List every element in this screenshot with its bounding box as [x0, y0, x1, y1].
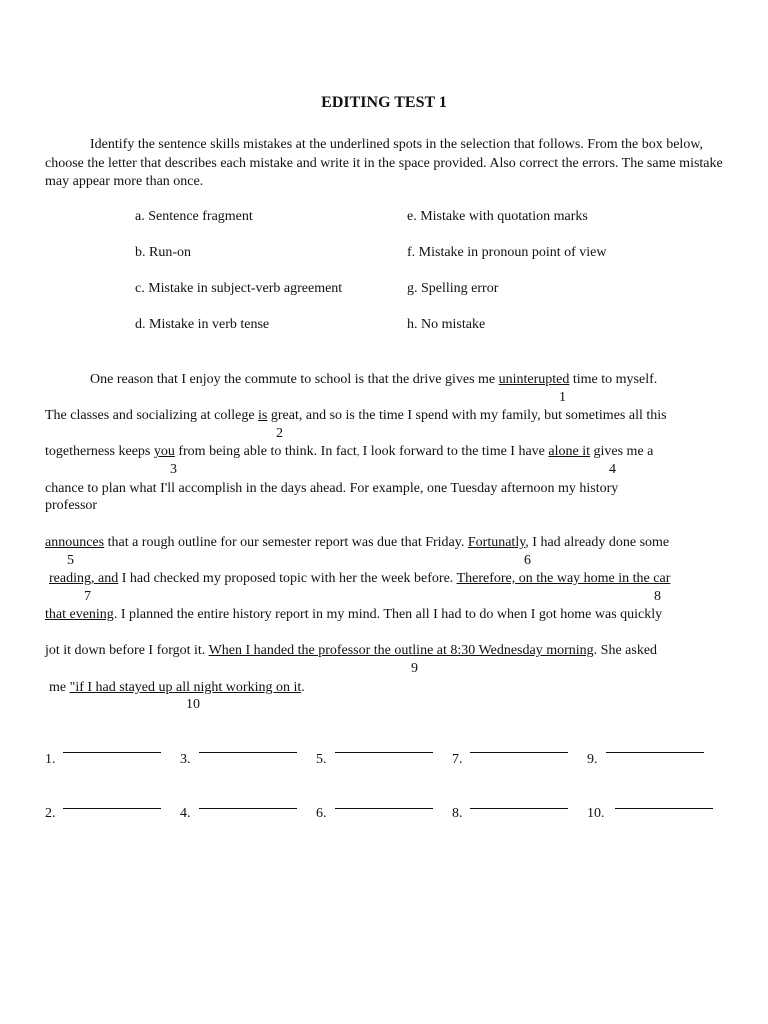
- answer-blank-10[interactable]: [615, 808, 713, 809]
- underlined-error-1: uninterupted: [498, 372, 570, 387]
- answer-label-3: 3.: [180, 752, 191, 767]
- passage-line-9: jot it down before I forgot it. When I handed the professor the outline at 8:30 Wednesday morning. She asked: [45, 643, 658, 658]
- passage-line-3: togetherness keeps you from being able to think. In fact, I look forward to the time I have alone it gives me a: [45, 444, 654, 459]
- option-e: e. Mistake with quotation marks: [407, 209, 588, 224]
- answer-label-7: 7.: [452, 752, 463, 767]
- answer-blank-3[interactable]: [199, 752, 297, 753]
- error-marker-9: 9: [411, 661, 418, 676]
- passage-line-1: One reason that I enjoy the commute to school is that the drive gives me uninterupted time to myself.: [90, 372, 658, 387]
- underlined-error-5: announces: [45, 535, 105, 550]
- error-marker-2: 2: [276, 426, 283, 441]
- answer-label-10: 10.: [587, 806, 605, 821]
- error-marker-10: 10: [186, 697, 200, 712]
- answer-label-5: 5.: [316, 752, 327, 767]
- underlined-error-7: reading, and: [49, 571, 119, 586]
- underlined-error-4: alone it: [548, 444, 590, 459]
- passage-line-10: me "if I had stayed up all night working on it.: [49, 680, 305, 695]
- option-f: f. Mistake in pronoun point of view: [407, 245, 607, 260]
- passage-line-7: reading, and I had checked my proposed topic with her the week before. Therefore, on the way home in the car: [49, 571, 671, 586]
- underlined-error-10: "if I had stayed up all night working on it: [69, 680, 302, 695]
- answer-blank-7[interactable]: [470, 752, 568, 753]
- error-marker-8: 8: [654, 589, 661, 604]
- page-title: EDITING TEST 1: [321, 94, 447, 111]
- answer-label-6: 6.: [316, 806, 327, 821]
- answer-label-8: 8.: [452, 806, 463, 821]
- option-c: c. Mistake in subject-verb agreement: [135, 281, 343, 296]
- answer-blank-2[interactable]: [63, 808, 161, 809]
- answer-label-9: 9.: [587, 752, 598, 767]
- answer-label-4: 4.: [180, 806, 191, 821]
- answer-blank-5[interactable]: [335, 752, 433, 753]
- passage-line-8: that evening. I planned the entire history report in my mind. Then all I had to do when I got home was quickly: [45, 607, 663, 622]
- answer-blank-8[interactable]: [470, 808, 568, 809]
- error-marker-3: 3: [170, 462, 177, 477]
- option-h: h. No mistake: [407, 317, 486, 332]
- answer-blank-4[interactable]: [199, 808, 297, 809]
- answer-label-1: 1.: [45, 752, 56, 767]
- passage-line-5: professor: [45, 498, 98, 513]
- option-d: d. Mistake in verb tense: [135, 317, 270, 332]
- error-marker-5: 5: [67, 553, 74, 568]
- option-g: g. Spelling error: [407, 281, 499, 296]
- answer-blank-6[interactable]: [335, 808, 433, 809]
- error-marker-7: 7: [84, 589, 91, 604]
- passage-line-4: chance to plan what I'll accomplish in the days ahead. For example, one Tuesday afternoon my history: [45, 481, 619, 496]
- error-marker-6: 6: [524, 553, 531, 568]
- instructions-text: Identify the sentence skills mistakes at the underlined spots in the selection that follows. From the box below, choose the letter that describes each mistake and write it in the space provided. Also correct the errors. The same mistake may appear more than once.: [45, 137, 723, 189]
- underlined-error-6: Fortunatly: [467, 535, 526, 550]
- option-a: a. Sentence fragment: [135, 209, 253, 224]
- answer-blank-1[interactable]: [63, 752, 161, 753]
- error-marker-1: 1: [559, 390, 566, 405]
- underlined-error-8-cont: that evening: [45, 607, 114, 622]
- instructions-paragraph: [45, 136, 725, 192]
- option-b: b. Run-on: [135, 245, 191, 260]
- underlined-error-9: When I handed the professor the outline at 8:30 Wednesday morning: [208, 643, 594, 658]
- passage-line-6: announces that a rough outline for our semester report was due that Friday. Fortunatly, I had already done some: [45, 535, 670, 550]
- passage-line-2: The classes and socializing at college is great, and so is the time I spend with my family, but sometimes all this: [45, 408, 667, 423]
- answer-blank-9[interactable]: [606, 752, 704, 753]
- answer-label-2: 2.: [45, 806, 56, 821]
- error-marker-4: 4: [609, 462, 616, 477]
- underlined-error-2: is: [258, 408, 268, 423]
- underlined-error-3: you: [153, 444, 175, 459]
- underlined-error-8: Therefore, on the way home in the car: [456, 571, 671, 586]
